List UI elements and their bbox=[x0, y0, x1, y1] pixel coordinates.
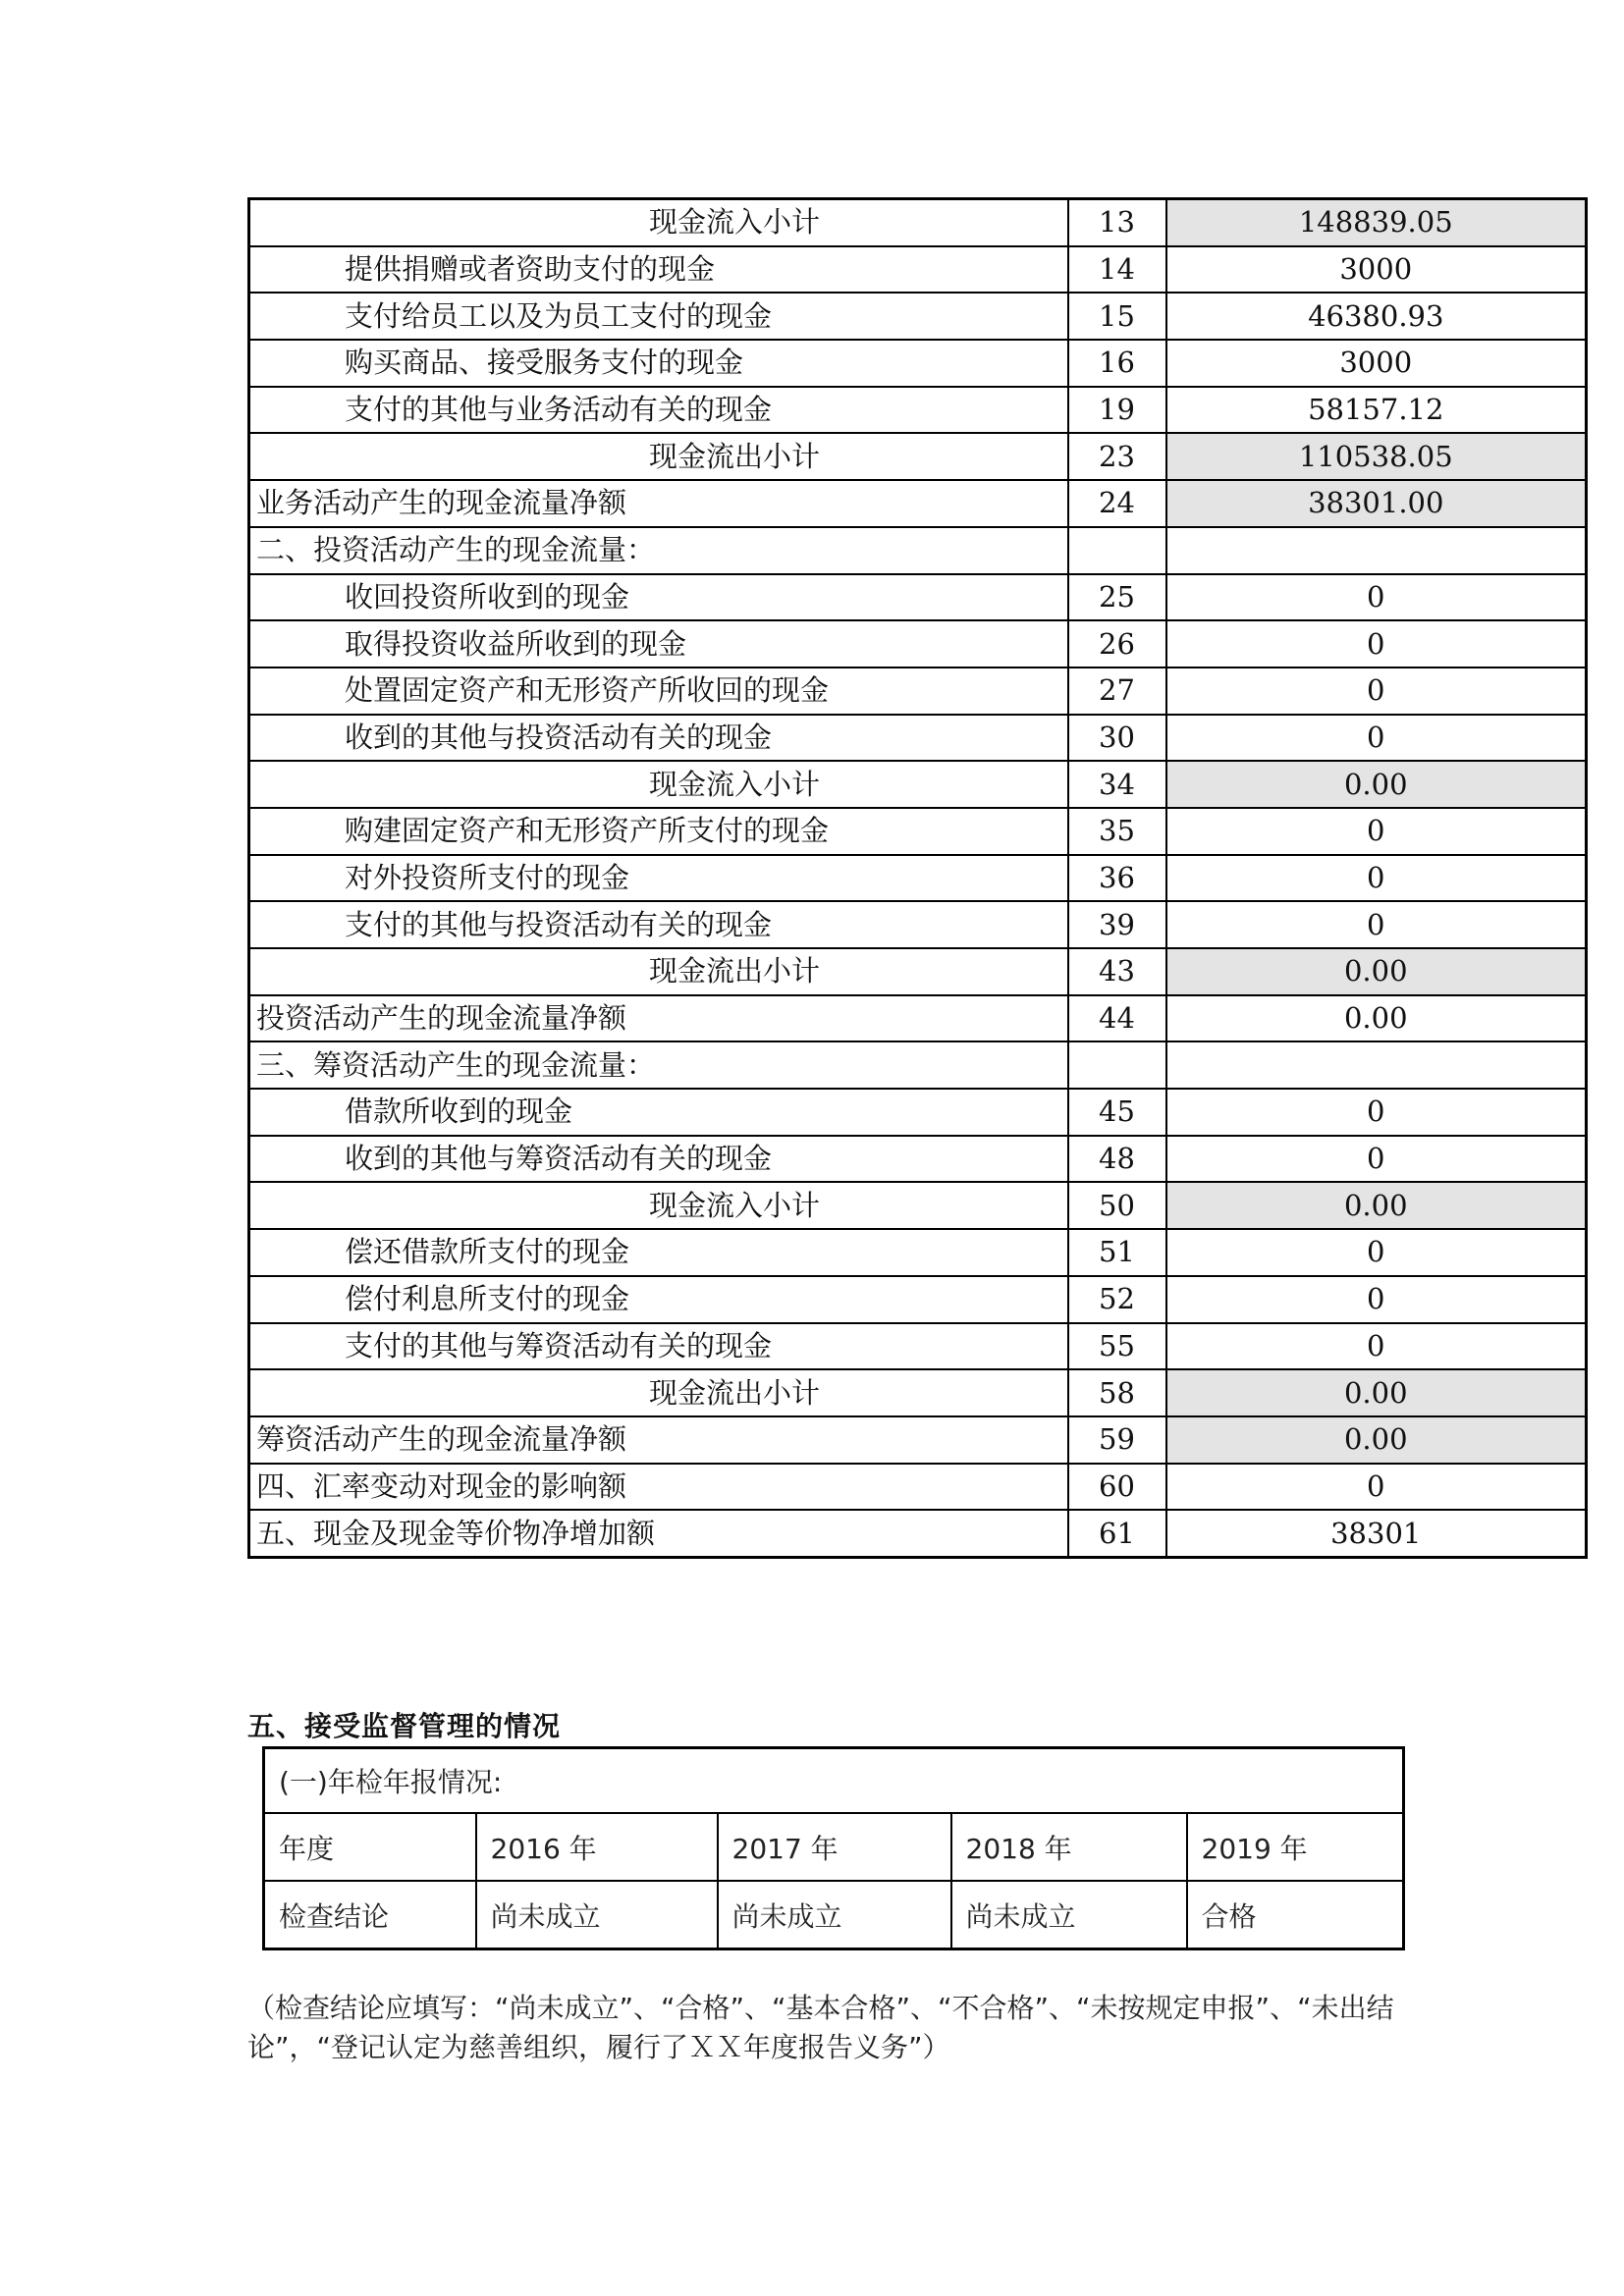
cash-flow-line-number: 25 bbox=[1068, 574, 1166, 621]
year-cell: 2018 年 bbox=[951, 1813, 1187, 1881]
cash-flow-row bbox=[249, 808, 1587, 855]
result-cell: 尚未成立 bbox=[718, 1881, 951, 1949]
cash-flow-item-label: 支付的其他与筹资活动有关的现金 bbox=[249, 1323, 1068, 1370]
cash-flow-item-label: 现金流入小计 bbox=[249, 199, 1068, 246]
inspection-caption: (一)年检年报情况: bbox=[264, 1748, 1404, 1814]
cash-flow-amount: 0.00 bbox=[1166, 1416, 1587, 1464]
cash-flow-row bbox=[249, 246, 1587, 294]
cash-flow-amount: 0 bbox=[1166, 1136, 1587, 1183]
cash-flow-line-number: 24 bbox=[1068, 480, 1166, 527]
cash-flow-line-number: 19 bbox=[1068, 387, 1166, 434]
cash-flow-amount: 0 bbox=[1166, 855, 1587, 902]
cash-flow-amount: 0.00 bbox=[1166, 995, 1587, 1042]
cash-flow-item-label: 处置固定资产和无形资产所收回的现金 bbox=[249, 667, 1068, 715]
annual-inspection-table bbox=[262, 1746, 1405, 1950]
year-cell: 2019 年 bbox=[1187, 1813, 1404, 1881]
cash-flow-amount: 3000 bbox=[1166, 246, 1587, 294]
cash-flow-amount: 0 bbox=[1166, 1089, 1587, 1136]
cash-flow-row bbox=[249, 1323, 1587, 1370]
cash-flow-row bbox=[249, 480, 1587, 527]
cash-flow-amount: 0 bbox=[1166, 901, 1587, 948]
cash-flow-row bbox=[249, 1089, 1587, 1136]
cash-flow-item-label: 支付的其他与业务活动有关的现金 bbox=[249, 387, 1068, 434]
cash-flow-item-label: 购建固定资产和无形资产所支付的现金 bbox=[249, 808, 1068, 855]
cash-flow-row bbox=[249, 387, 1587, 434]
cash-flow-amount: 38301.00 bbox=[1166, 480, 1587, 527]
cash-flow-line-number: 26 bbox=[1068, 620, 1166, 667]
cash-flow-item-label: 四、汇率变动对现金的影响额 bbox=[249, 1464, 1068, 1511]
cash-flow-item-label: 提供捐赠或者资助支付的现金 bbox=[249, 246, 1068, 294]
cash-flow-item-label: 收到的其他与投资活动有关的现金 bbox=[249, 715, 1068, 762]
cash-flow-row bbox=[249, 667, 1587, 715]
cash-flow-line-number: 16 bbox=[1068, 340, 1166, 387]
cash-flow-item-label: 筹资活动产生的现金流量净额 bbox=[249, 1416, 1068, 1464]
year-cell: 2017 年 bbox=[718, 1813, 951, 1881]
cash-flow-line-number: 13 bbox=[1068, 199, 1166, 246]
cash-flow-line-number: 36 bbox=[1068, 855, 1166, 902]
cash-flow-row bbox=[249, 1464, 1587, 1511]
year-label: 年度 bbox=[264, 1813, 476, 1881]
cash-flow-line-number: 55 bbox=[1068, 1323, 1166, 1370]
cash-flow-amount: 0 bbox=[1166, 667, 1587, 715]
cash-flow-line-number: 45 bbox=[1068, 1089, 1166, 1136]
cash-flow-amount: 0 bbox=[1166, 574, 1587, 621]
cash-flow-item-label: 支付给员工以及为员工支付的现金 bbox=[249, 293, 1068, 340]
inspection-year-row bbox=[264, 1813, 1404, 1881]
cash-flow-item-label: 取得投资收益所收到的现金 bbox=[249, 620, 1068, 667]
cash-flow-row bbox=[249, 1276, 1587, 1323]
cash-flow-item-label: 现金流出小计 bbox=[249, 433, 1068, 480]
cash-flow-line-number bbox=[1068, 527, 1166, 574]
cash-flow-row bbox=[249, 1416, 1587, 1464]
cash-flow-table bbox=[247, 197, 1588, 1559]
cash-flow-row bbox=[249, 715, 1587, 762]
cash-flow-item-label: 支付的其他与投资活动有关的现金 bbox=[249, 901, 1068, 948]
cash-flow-amount: 0 bbox=[1166, 620, 1587, 667]
cash-flow-amount: 0 bbox=[1166, 1229, 1587, 1276]
cash-flow-row bbox=[249, 199, 1587, 246]
cash-flow-table-body bbox=[249, 199, 1587, 1558]
cash-flow-amount: 0.00 bbox=[1166, 948, 1587, 995]
result-cell: 尚未成立 bbox=[951, 1881, 1187, 1949]
cash-flow-line-number: 51 bbox=[1068, 1229, 1166, 1276]
inspection-result-row bbox=[264, 1881, 1404, 1949]
cash-flow-line-number: 30 bbox=[1068, 715, 1166, 762]
cash-flow-row bbox=[249, 293, 1587, 340]
cash-flow-item-label: 偿还借款所支付的现金 bbox=[249, 1229, 1068, 1276]
cash-flow-amount: 0 bbox=[1166, 808, 1587, 855]
cash-flow-row bbox=[249, 620, 1587, 667]
cash-flow-amount bbox=[1166, 527, 1587, 574]
cash-flow-line-number: 48 bbox=[1068, 1136, 1166, 1183]
cash-flow-row bbox=[249, 574, 1587, 621]
cash-flow-row bbox=[249, 901, 1587, 948]
cash-flow-row bbox=[249, 1041, 1587, 1089]
cash-flow-item-label: 收到的其他与筹资活动有关的现金 bbox=[249, 1136, 1068, 1183]
cash-flow-row bbox=[249, 995, 1587, 1042]
cash-flow-item-label: 现金流入小计 bbox=[249, 761, 1068, 808]
cash-flow-row bbox=[249, 948, 1587, 995]
cash-flow-amount: 148839.05 bbox=[1166, 199, 1587, 246]
cash-flow-item-label: 投资活动产生的现金流量净额 bbox=[249, 995, 1068, 1042]
cash-flow-line-number: 27 bbox=[1068, 667, 1166, 715]
cash-flow-amount: 38301 bbox=[1166, 1510, 1587, 1557]
cash-flow-row bbox=[249, 855, 1587, 902]
cash-flow-item-label: 二、投资活动产生的现金流量： bbox=[249, 527, 1068, 574]
cash-flow-amount: 0 bbox=[1166, 715, 1587, 762]
cash-flow-line-number: 35 bbox=[1068, 808, 1166, 855]
cash-flow-line-number: 14 bbox=[1068, 246, 1166, 294]
cash-flow-amount bbox=[1166, 1041, 1587, 1089]
cash-flow-row bbox=[249, 1510, 1587, 1557]
cash-flow-row bbox=[249, 1369, 1587, 1416]
cash-flow-amount: 3000 bbox=[1166, 340, 1587, 387]
cash-flow-row bbox=[249, 433, 1587, 480]
cash-flow-item-label: 购买商品、接受服务支付的现金 bbox=[249, 340, 1068, 387]
result-label: 检查结论 bbox=[264, 1881, 476, 1949]
cash-flow-item-label: 业务活动产生的现金流量净额 bbox=[249, 480, 1068, 527]
section-title: 五、接受监督管理的情况 bbox=[247, 1710, 562, 1742]
cash-flow-amount: 0 bbox=[1166, 1464, 1587, 1511]
cash-flow-amount: 0.00 bbox=[1166, 1369, 1587, 1416]
cash-flow-amount: 0.00 bbox=[1166, 761, 1587, 808]
cash-flow-row bbox=[249, 1136, 1587, 1183]
cash-flow-amount: 110538.05 bbox=[1166, 433, 1587, 480]
cash-flow-amount: 0 bbox=[1166, 1276, 1587, 1323]
cash-flow-row bbox=[249, 340, 1587, 387]
cash-flow-line-number: 15 bbox=[1068, 293, 1166, 340]
cash-flow-item-label: 现金流出小计 bbox=[249, 1369, 1068, 1416]
cash-flow-item-label: 收回投资所收到的现金 bbox=[249, 574, 1068, 621]
cash-flow-item-label: 五、现金及现金等价物净增加额 bbox=[249, 1510, 1068, 1557]
cash-flow-line-number bbox=[1068, 1041, 1166, 1089]
cash-flow-amount: 58157.12 bbox=[1166, 387, 1587, 434]
cash-flow-amount: 0.00 bbox=[1166, 1182, 1587, 1229]
cash-flow-line-number: 23 bbox=[1068, 433, 1166, 480]
cash-flow-item-label: 三、筹资活动产生的现金流量： bbox=[249, 1041, 1068, 1089]
cash-flow-item-label: 对外投资所支付的现金 bbox=[249, 855, 1068, 902]
result-cell: 尚未成立 bbox=[476, 1881, 718, 1949]
result-cell: 合格 bbox=[1187, 1881, 1404, 1949]
cash-flow-line-number: 60 bbox=[1068, 1464, 1166, 1511]
year-cell: 2016 年 bbox=[476, 1813, 718, 1881]
cash-flow-line-number: 52 bbox=[1068, 1276, 1166, 1323]
cash-flow-row bbox=[249, 1229, 1587, 1276]
cash-flow-line-number: 34 bbox=[1068, 761, 1166, 808]
cash-flow-line-number: 61 bbox=[1068, 1510, 1166, 1557]
cash-flow-item-label: 借款所收到的现金 bbox=[249, 1089, 1068, 1136]
cash-flow-amount: 46380.93 bbox=[1166, 293, 1587, 340]
cash-flow-row bbox=[249, 761, 1587, 808]
cash-flow-amount: 0 bbox=[1166, 1323, 1587, 1370]
inspection-note: （检查结论应填写：“尚未成立”、“合格”、“基本合格”、“不合格”、“未按规定申报”、“未出结论”，“登记认定为慈善组织，履行了ＸＸ年度报告义务”） bbox=[247, 1992, 1394, 2063]
cash-flow-line-number: 50 bbox=[1068, 1182, 1166, 1229]
cash-flow-item-label: 现金流入小计 bbox=[249, 1182, 1068, 1229]
cash-flow-line-number: 43 bbox=[1068, 948, 1166, 995]
cash-flow-item-label: 偿付利息所支付的现金 bbox=[249, 1276, 1068, 1323]
cash-flow-row bbox=[249, 527, 1587, 574]
cash-flow-line-number: 44 bbox=[1068, 995, 1166, 1042]
cash-flow-line-number: 39 bbox=[1068, 901, 1166, 948]
cash-flow-row bbox=[249, 1182, 1587, 1229]
cash-flow-line-number: 59 bbox=[1068, 1416, 1166, 1464]
cash-flow-line-number: 58 bbox=[1068, 1369, 1166, 1416]
cash-flow-item-label: 现金流出小计 bbox=[249, 948, 1068, 995]
